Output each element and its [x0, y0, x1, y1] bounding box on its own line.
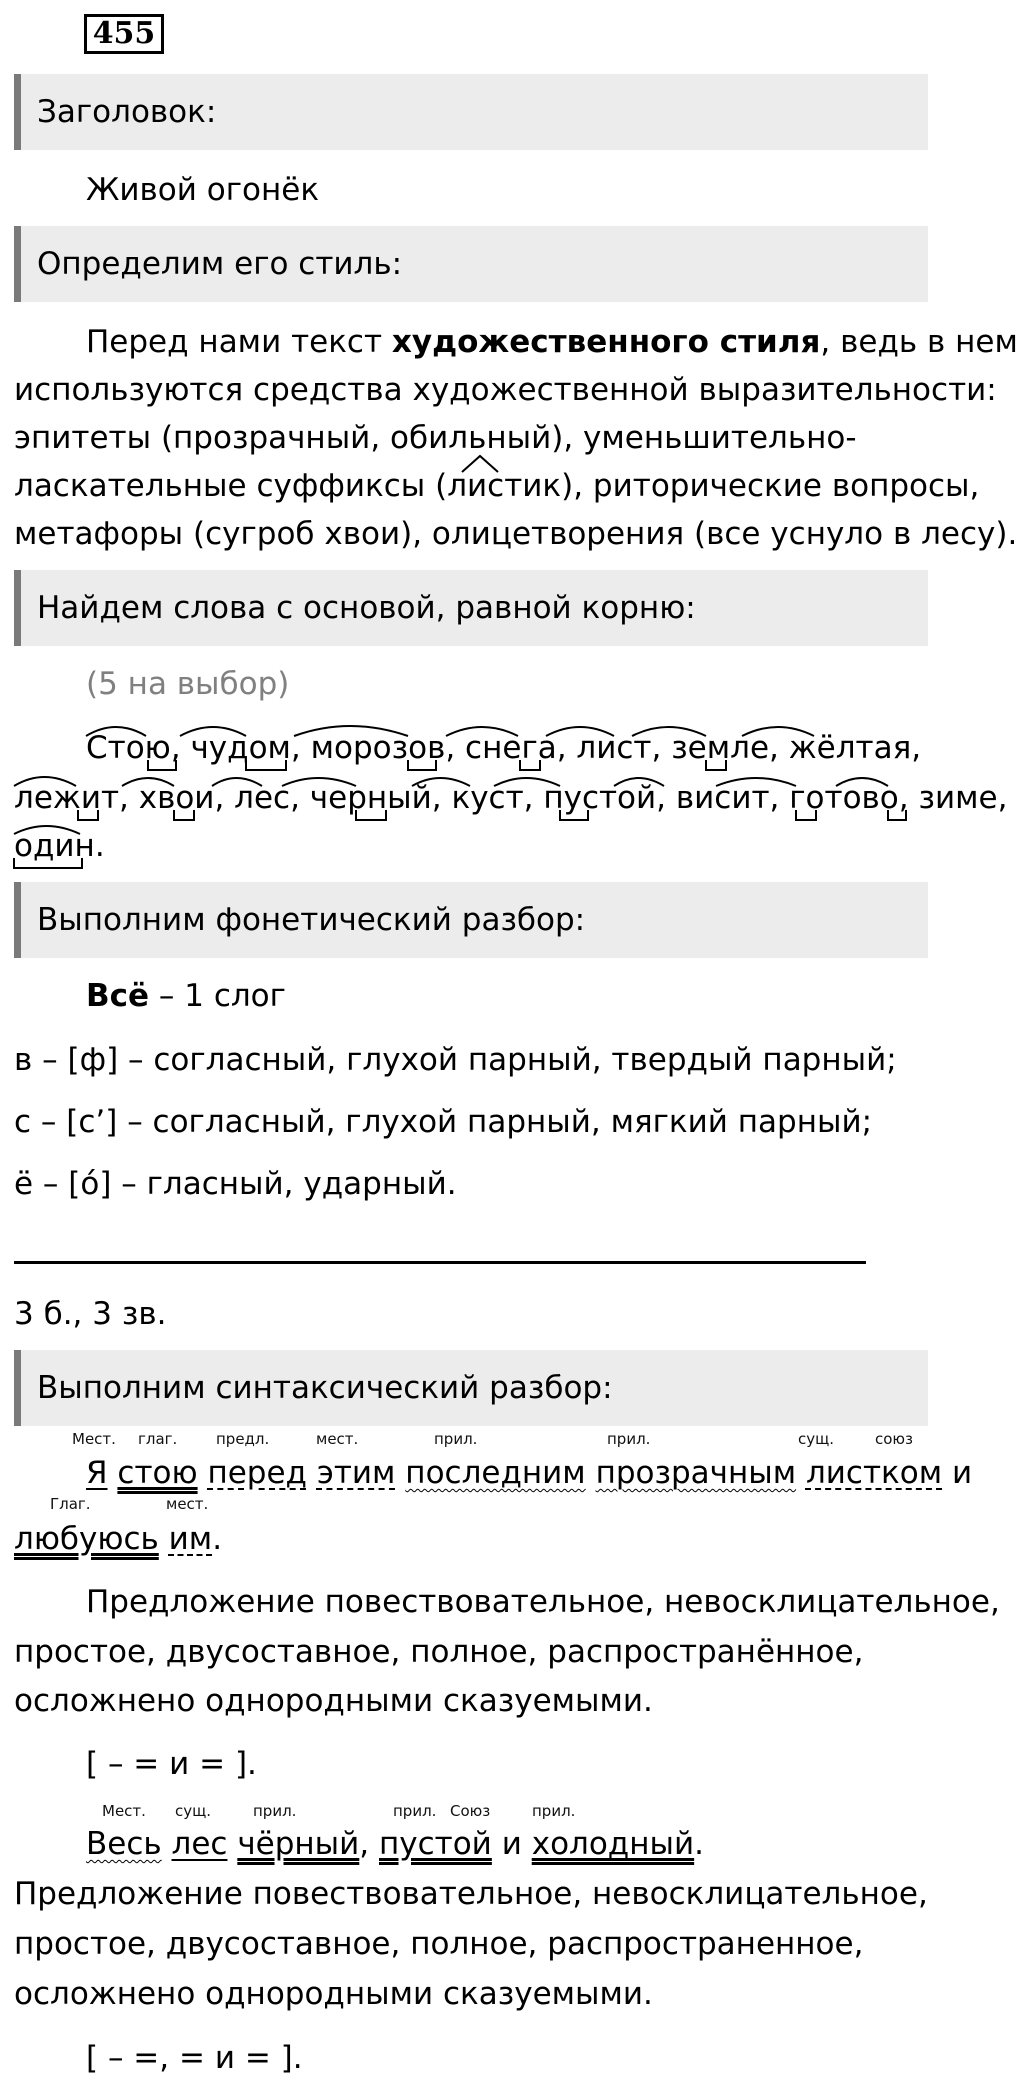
subject-word: лес: [171, 1826, 228, 1862]
phonetic-word: Всё: [86, 978, 150, 1014]
predicate-word: холодный: [531, 1826, 695, 1862]
predicate-word: пустой: [379, 1826, 492, 1862]
pos-label: сущ.: [798, 1430, 835, 1448]
sentence1-desc: Предложение повествовательное, невосклицательное,: [86, 1584, 1000, 1620]
pos-label: прил.: [434, 1430, 478, 1448]
adverbial-word: листком: [805, 1455, 943, 1491]
conjunction-word: и: [501, 1826, 522, 1862]
attribute-word: прозрачным: [595, 1455, 797, 1491]
root-words-line3: один.: [14, 828, 105, 864]
adverbial-word: перед: [207, 1455, 307, 1491]
predicate-word: любуюсь: [14, 1521, 159, 1557]
attribute-word: последним: [405, 1455, 586, 1491]
divider-line: [14, 1261, 866, 1264]
style-para-line5: метафоры (сугроб хвои), олицетворения (все уснуло в лесу).: [14, 516, 1018, 552]
predicate-word: стою: [117, 1455, 198, 1491]
object-word: им: [168, 1521, 213, 1557]
attribute-word: Весь: [86, 1826, 162, 1862]
sentence1-desc: осложнено однородными сказуемыми.: [14, 1683, 653, 1719]
phonetic-word-line: Всё – 1 слог: [86, 978, 286, 1014]
section-heading-phonetic: Выполним фонетический разбор:: [14, 882, 928, 958]
section-heading-title: Заголовок:: [14, 74, 928, 150]
style-name: художественного стиля: [391, 324, 821, 360]
exercise-number: 455: [84, 14, 164, 54]
style-para-line2: используются средства художественной выразительности:: [14, 372, 997, 408]
phonetic-row: с – [с’] – согласный, глухой парный, мягкий парный;: [14, 1104, 873, 1140]
sentence1-scheme: [ – = и = ].: [86, 1746, 257, 1782]
sentence2-scheme: [ – =, = и = ].: [86, 2040, 303, 2076]
pos-label: Мест.: [72, 1430, 116, 1448]
pos-label: предл.: [216, 1430, 270, 1448]
sentence2-desc: Предложение повествовательное, невосклицательное,: [14, 1876, 928, 1912]
choice-note: (5 на выбор): [86, 666, 290, 702]
phonetic-row: ё – [ó] – гласный, ударный.: [14, 1166, 457, 1202]
sentence1-desc: простое, двусоставное, полное, распространённое,: [14, 1634, 864, 1670]
root-words-line1: Стою, чудом, морозов, снега, лист, земле, жёлтая,: [86, 730, 922, 766]
sentence2-desc: осложнено однородными сказуемыми.: [14, 1976, 653, 2012]
style-para-line3: эпитеты (прозрачный, обильный), уменьшительно-: [14, 420, 857, 456]
pos-label: сущ.: [175, 1802, 212, 1820]
adverbial-word: этим: [316, 1455, 396, 1491]
section-heading-syntax: Выполним синтаксический разбор:: [14, 1350, 928, 1426]
pos-label: глаг.: [138, 1430, 178, 1448]
phonetic-row: в – [ф] – согласный, глухой парный, твердый парный;: [14, 1042, 897, 1078]
sentence1-line1: [86, 1455, 972, 1491]
sentence2-desc: простое, двусоставное, полное, распространенное,: [14, 1926, 864, 1962]
pos-label: Союз: [450, 1802, 491, 1820]
pos-label: прил.: [393, 1802, 437, 1820]
title-text: Живой огонёк: [86, 172, 320, 208]
pos-label: прил.: [532, 1802, 576, 1820]
pos-label: прил.: [253, 1802, 297, 1820]
predicate-word: чёрный: [237, 1826, 360, 1862]
pos-label: мест.: [166, 1495, 209, 1513]
subject-word: Я: [86, 1455, 108, 1491]
pos-label: прил.: [607, 1430, 651, 1448]
conjunction-word: и: [951, 1455, 973, 1491]
phonetic-summary: 3 б., 3 зв.: [14, 1296, 167, 1332]
section-heading-roots: Найдем слова с основой, равной корню:: [14, 570, 928, 646]
section-heading-style: Определим его стиль:: [14, 226, 928, 302]
sentence1-line2: любуюсь им.: [14, 1521, 223, 1557]
style-para-line1: Перед нами текст художественного стиля, ведь в нем: [86, 324, 1018, 360]
root-words-line2: лежит, хвои, лес, черный, куст, пустой, висит, готово, зиме,: [14, 780, 1008, 816]
pos-label: мест.: [316, 1430, 359, 1448]
pos-label: Мест.: [102, 1802, 146, 1820]
pos-label: Глаг.: [50, 1495, 91, 1513]
pos-label: союз: [875, 1430, 914, 1448]
style-para-line4: ласкательные суффиксы (листик), риторические вопросы,: [14, 468, 980, 504]
sentence2-line: Весь лес чёрный, пустой и холодный.: [86, 1826, 704, 1862]
